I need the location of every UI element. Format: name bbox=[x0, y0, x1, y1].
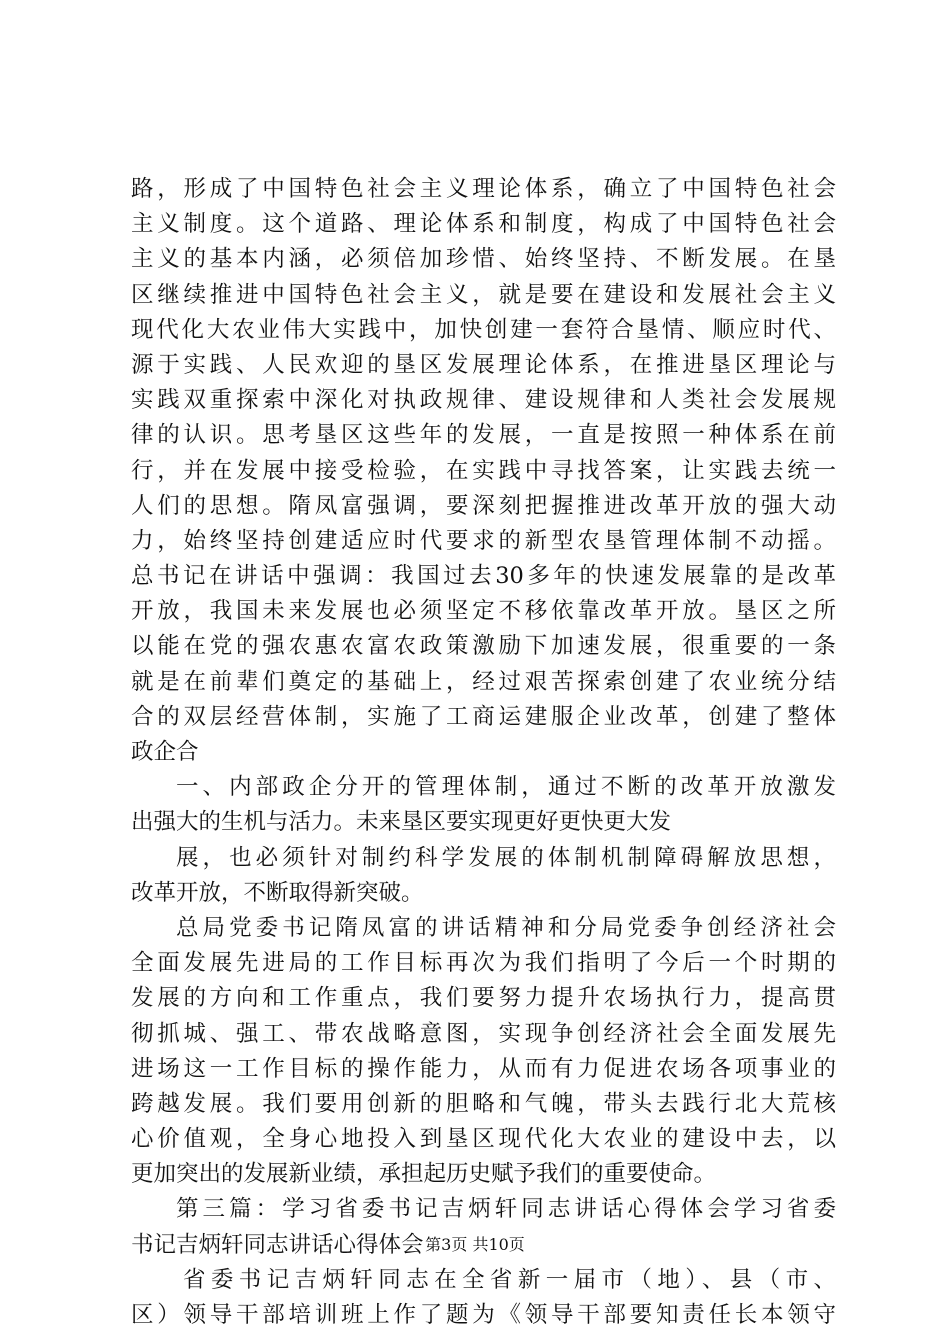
paragraph-line: 行，并在发展中接受检验，在实践中寻找答案，让实践去统一 bbox=[131, 457, 836, 484]
paragraph-line: 改革开放，不断取得新突破。 bbox=[131, 879, 424, 906]
paragraph-line: 心价值观，全身心地投入到垦区现代化大农业的建设中去，以 bbox=[131, 1126, 836, 1153]
paragraph-line: 合的双层经营体制，实施了工商运建服企业改革，创建了整体 bbox=[131, 703, 836, 730]
paragraph-line: 路，形成了中国特色社会主义理论体系，确立了中国特色社会 bbox=[131, 176, 836, 202]
paragraph-line: 开放，我国未来发展也必须坚定不移依靠改革开放。垦区之所 bbox=[131, 598, 836, 625]
paragraph-line: 现代化大农业伟大实践中，加快创建一套符合垦情、顺应时代、 bbox=[131, 316, 836, 343]
paragraph-line: 主义制度。这个道路、理论体系和制度，构成了中国特色社会 bbox=[131, 211, 836, 238]
paragraph-line: 总局党委书记隋凤富的讲话精神和分局党委争创经济社会 bbox=[176, 914, 836, 941]
paragraph-line: 力，始终坚持创建适应时代要求的新型农垦管理体制不动摇。 bbox=[131, 527, 836, 554]
paragraph-line: 人们的思想。隋凤富强调，要深刻把握推进改革开放的强大动 bbox=[131, 492, 836, 519]
section-heading-line: 书记吉炳轩同志讲话心得体会 bbox=[131, 1231, 424, 1258]
paragraph-line: 源于实践、人民欢迎的垦区发展理论体系，在推进垦区理论与 bbox=[131, 351, 836, 378]
paragraph-line: 主义的基本内涵，必须倍加珍惜、始终坚持、不断发展。在垦 bbox=[131, 246, 836, 273]
paragraph-line: 出强大的生机与活力。未来垦区要实现更好更快更大发 bbox=[131, 809, 672, 836]
paragraph-line: 全面发展先进局的工作目标再次为我们指明了今后一个时期的 bbox=[131, 950, 836, 977]
paragraph-line: 跨越发展。我们要用创新的胆略和气魄，带头去践行北大荒核 bbox=[131, 1090, 836, 1117]
paragraph-line: 发展的方向和工作重点，我们要努力提升农场执行力，提高贯 bbox=[131, 985, 836, 1012]
document-body bbox=[131, 172, 836, 1333]
paragraph-line: 就是在前辈们奠定的基础上，经过艰苦探索创建了农业统分结 bbox=[131, 668, 836, 695]
paragraph-line: 实践双重探索中深化对执政规律、建设规律和人类社会发展规 bbox=[131, 387, 836, 414]
page-number-footer: 第3页 共10页 bbox=[425, 1235, 525, 1254]
paragraph-line: 省委书记吉炳轩同志在全省新一届市（地）、县（市、 bbox=[183, 1266, 836, 1293]
paragraph-line: 总书记在讲话中强调：我国过去30多年的快速发展靠的是改革 bbox=[131, 563, 836, 590]
paragraph-line: 区）领导干部培训班上作了题为《领导干部要知责任长本领守 bbox=[131, 1302, 836, 1328]
paragraph-line: 进场这一工作目标的操作能力，从而有力促进农场各项事业的 bbox=[131, 1055, 836, 1082]
paragraph-line: 展，也必须针对制约科学发展的体制机制障碍解放思想， bbox=[176, 844, 836, 871]
paragraph-line: 更加突出的发展新业绩，承担起历史赋予我们的重要使命。 bbox=[131, 1161, 717, 1188]
paragraph-line: 区继续推进中国特色社会主义，就是要在建设和发展社会主义 bbox=[131, 281, 836, 308]
paragraph-line: 律的认识。思考垦区这些年的发展，一直是按照一种体系在前 bbox=[131, 422, 836, 449]
paragraph-line: 一、内部政企分开的管理体制，通过不断的改革开放激发 bbox=[176, 774, 836, 801]
paragraph-line: 彻抓城、强工、带农战略意图，实现争创经济社会全面发展先 bbox=[131, 1020, 836, 1047]
paragraph-line: 政企合 bbox=[131, 739, 199, 765]
section-heading-line: 第三篇：学习省委书记吉炳轩同志讲话心得体会学习省委 bbox=[176, 1196, 836, 1223]
paragraph-line: 以能在党的强农惠农富农政策激励下加速发展，很重要的一条 bbox=[131, 633, 836, 660]
